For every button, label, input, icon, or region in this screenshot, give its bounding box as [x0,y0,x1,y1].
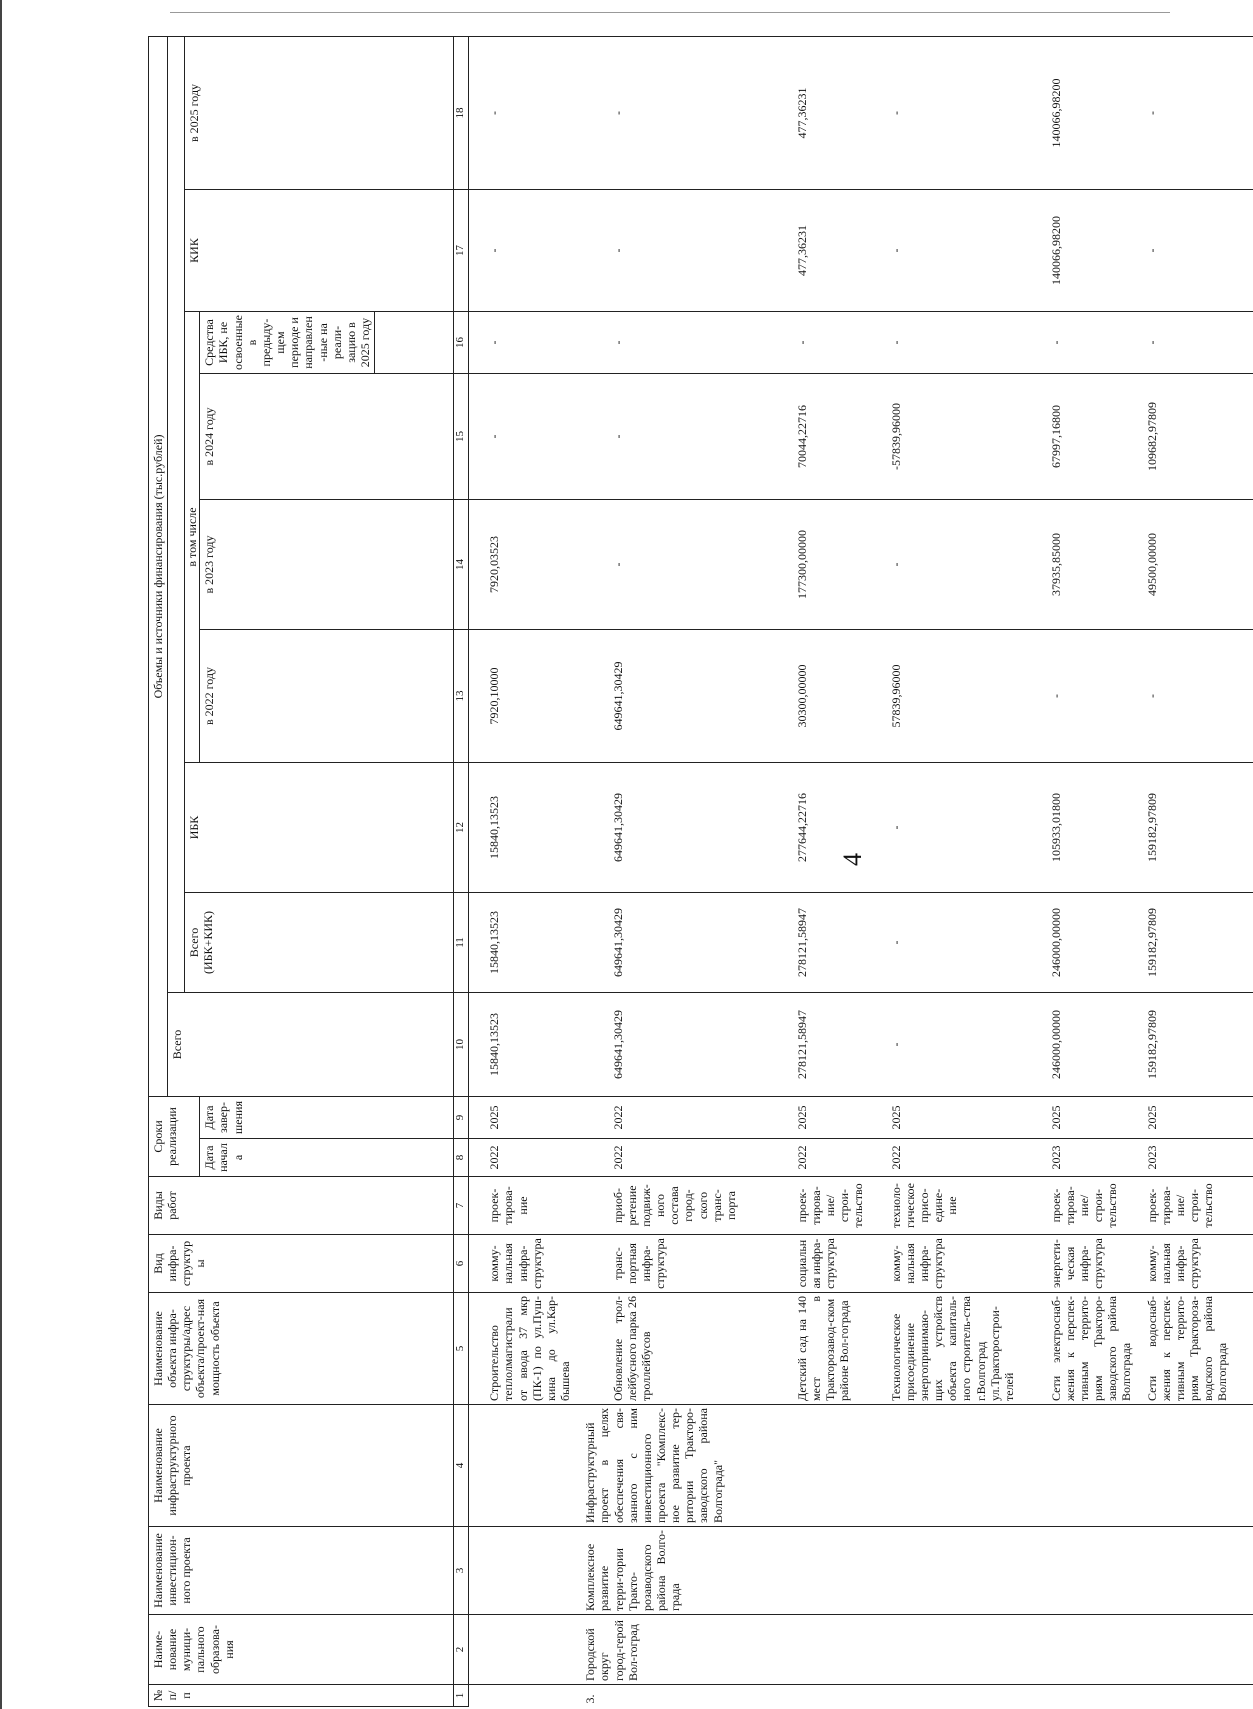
y2024-cell: 109682,97809 [1143,374,1253,500]
header-kik: КИК [185,190,454,312]
y2025-cell: - [887,36,1047,189]
col-number-5: 5 [454,1293,469,1405]
total-cell: 649641,30429 [609,993,793,1097]
y2024-cell: - [469,374,609,500]
work-type-cell: техноло-гическое присо-едине-ние [887,1177,1047,1235]
ibk-cell: 15840,13523 [469,763,609,893]
kik-cell: 140066,98200 [1047,190,1143,312]
work-type-cell: проек-тирова-ние/ строи-тельство [1047,1177,1143,1235]
row-group-num: 3. [469,1685,1253,1707]
object-cell: Технологическое присоединение энергопринимаю-щих устройств объекта капиталь-ного строитель-ства г.Волгоград ул.Тракторострои-телей [887,1293,1047,1405]
total-ibk-kik-cell: 159182,97809 [1143,893,1253,993]
col-number-12: 12 [454,763,469,893]
col-number-16: 16 [454,312,469,374]
object-cell: Обновление трол-лейбусного парка 26 троллейбусов [609,1293,793,1405]
kik-cell: - [609,190,793,312]
unspent-cell: - [887,312,1047,374]
ibk-cell: 649641,30429 [609,763,793,893]
municipality-cell: Городской округ город-герой Вол-гоград [469,1615,1253,1685]
y2025-cell: - [609,36,793,189]
end-date-cell: 2025 [1143,1097,1253,1139]
y2024-cell: -57839,96000 [887,374,1047,500]
col-number-8: 8 [454,1139,469,1177]
kik-cell: - [887,190,1047,312]
total-ibk-kik-cell: 15840,13523 [469,893,609,993]
col-number-17: 17 [454,190,469,312]
y2024-cell: - [609,374,793,500]
unspent-cell: - [1047,312,1143,374]
col-number-10: 10 [454,993,469,1097]
header-total: Всего [168,993,454,1097]
kik-cell: 477,36231 [793,190,887,312]
kik-cell: - [469,190,609,312]
unspent-cell: - [609,312,793,374]
header-infra-project: Наименование инфраструктурного проекта [149,1405,454,1527]
object-cell: Сети электроснаб-жения к перспек-тивным террито-риям Тракторо-заводского района Волгограда [1047,1293,1143,1405]
total-cell: 246000,00000 [1047,993,1143,1097]
col-number-2: 2 [454,1615,469,1685]
col-number-7: 7 [454,1177,469,1235]
y2024-cell: 70044,22716 [793,374,887,500]
col-number-4: 4 [454,1405,469,1527]
object-cell: Детский сад на 140 мест в Тракторозавод-ском районе Вол-гограда [793,1293,887,1405]
header-unspent-extension [375,312,454,374]
infra-type-cell: комму-нальная инфра-структура [887,1235,1047,1293]
page-number: 4 [838,853,867,866]
col-number-1: 1 [454,1685,469,1707]
total-ibk-kik-cell: 649641,30429 [609,893,793,993]
ibk-cell: 159182,97809 [1143,763,1253,893]
y2025-cell: - [469,36,609,189]
header-work-type: Виды работ [149,1177,454,1235]
work-type-cell: приоб-ретение подвиж-ного состава город-ского транс-порта [609,1177,793,1235]
header-invest-project: Наименование инвестицион-ного проекта [149,1527,454,1615]
header-end-date: Дата завер-шения [200,1097,454,1139]
col-number-6: 6 [454,1235,469,1293]
col-number-14: 14 [454,500,469,630]
total-cell: 159182,97809 [1143,993,1253,1097]
header-blank-row [168,36,185,992]
start-date-cell: 2022 [469,1139,609,1177]
col-number-18: 18 [454,36,469,189]
total-cell: 278121,58947 [793,993,887,1097]
infra-type-cell: социальная инфра-структура [793,1235,887,1293]
object-cell: Сети водоснаб-жения к перспек-тивным террито-риям Тракторoза-водского района Волгограда [1143,1293,1253,1405]
y2023-cell: 177300,00000 [793,500,887,630]
ibk-cell: 105933,01800 [1047,763,1143,893]
col-number-15: 15 [454,374,469,500]
header-2025: в 2025 году [185,36,454,189]
total-ibk-kik-cell: 246000,00000 [1047,893,1143,993]
y2023-cell: - [609,500,793,630]
header-infra-type: Вид инфра-структуры [149,1235,454,1293]
header-including: в том числе [185,312,200,763]
y2023-cell: 7920,03523 [469,500,609,630]
infra-project-cell: Инфраструктурный проект в целях обеспечения свя-занного с ним инвестиционного проекта "Комплекс-ное развитие тер-ритории Тракторо-заводского района Волгограда" [469,1405,1253,1527]
header-financing: Объемы и источники финансирования (тыс.рублей) [149,36,168,1096]
y2025-cell: 140066,98200 [1047,36,1143,189]
work-type-cell: проек-тирова-ние/ строи-тельство [1143,1177,1253,1235]
start-date-cell: 2022 [793,1139,887,1177]
header-object: Наименование объекта инфра-структуры/адрес объекта/проект-ная мощность объекта [149,1293,454,1405]
y2022-cell: 57839,96000 [887,630,1047,763]
header-2024: в 2024 году [200,374,454,500]
end-date-cell: 2025 [793,1097,887,1139]
work-type-cell: проек-тирова-ние [469,1177,609,1235]
infra-type-cell: комму-нальная инфра-структура [469,1235,609,1293]
total-ibk-kik-cell: - [887,893,1047,993]
ibk-cell: 277644,22716 [793,763,887,893]
start-date-cell: 2022 [609,1139,793,1177]
start-date-cell: 2023 [1143,1139,1253,1177]
infra-type-cell: комму-нальная инфра-структура [1143,1235,1253,1293]
top-edge-line [0,0,2,1709]
col-number-3: 3 [454,1527,469,1615]
header-municipality: Наиме-нование муници-пального образова-ния [149,1615,454,1685]
header-2022: в 2022 году [200,630,454,763]
col-number-9: 9 [454,1097,469,1139]
total-cell: 15840,13523 [469,993,609,1097]
financing-table [148,36,1253,1707]
end-date-cell: 2022 [609,1097,793,1139]
header-unspent-funds: Средства ИБК, не освоенные в предыду-щем периоде и направлен-ные на реали-зацию в 2025 году [200,312,375,374]
total-cell: - [887,993,1047,1097]
y2024-cell: 67997,16800 [1047,374,1143,500]
header-total-ibk-kik: Всего (ИБК+КИК) [185,893,454,993]
infra-type-cell: транс-портная инфра-структура [609,1235,793,1293]
y2022-cell: - [1047,630,1143,763]
kik-cell: - [1143,190,1253,312]
y2025-cell: 477,36231 [793,36,887,189]
end-date-cell: 2025 [887,1097,1047,1139]
y2025-cell: - [1143,36,1253,189]
col-number-13: 13 [454,630,469,763]
y2023-cell: - [887,500,1047,630]
col-number-11: 11 [454,893,469,993]
object-cell: Строительство теплолмагистрали от ввода 37 мкр (ПК-1) по ул.Пуш-кина до ул.Кар-бышева [469,1293,609,1405]
infra-type-cell: энергети-ческая инфра-структура [1047,1235,1143,1293]
invest-project-cell: Комплексное развитие терри-тории Тракто-розаводского района Волго-града [469,1527,1253,1615]
header-2023: в 2023 году [200,500,454,630]
y2023-cell: 49500,00000 [1143,500,1253,630]
header-terms: Сроки реализации [149,1097,200,1177]
y2022-cell: - [1143,630,1253,763]
header-ibk: ИБК [185,763,454,893]
header-start-date: Дата начала [200,1139,454,1177]
unspent-cell: - [469,312,609,374]
y2022-cell: 30300,00000 [793,630,887,763]
y2023-cell: 37935,85000 [1047,500,1143,630]
header-num: № п/п [149,1685,454,1707]
y2022-cell: 7920,10000 [469,630,609,763]
start-date-cell: 2022 [887,1139,1047,1177]
end-date-cell: 2025 [469,1097,609,1139]
unspent-cell: - [793,312,887,374]
y2022-cell: 649641,30429 [609,630,793,763]
right-edge-line [170,12,1170,13]
unspent-cell: - [1143,312,1253,374]
work-type-cell: проек-тирова-ние/ строи-тельство [793,1177,887,1235]
total-ibk-kik-cell: 278121,58947 [793,893,887,993]
start-date-cell: 2023 [1047,1139,1143,1177]
ibk-cell: - [887,763,1047,893]
end-date-cell: 2025 [1047,1097,1143,1139]
